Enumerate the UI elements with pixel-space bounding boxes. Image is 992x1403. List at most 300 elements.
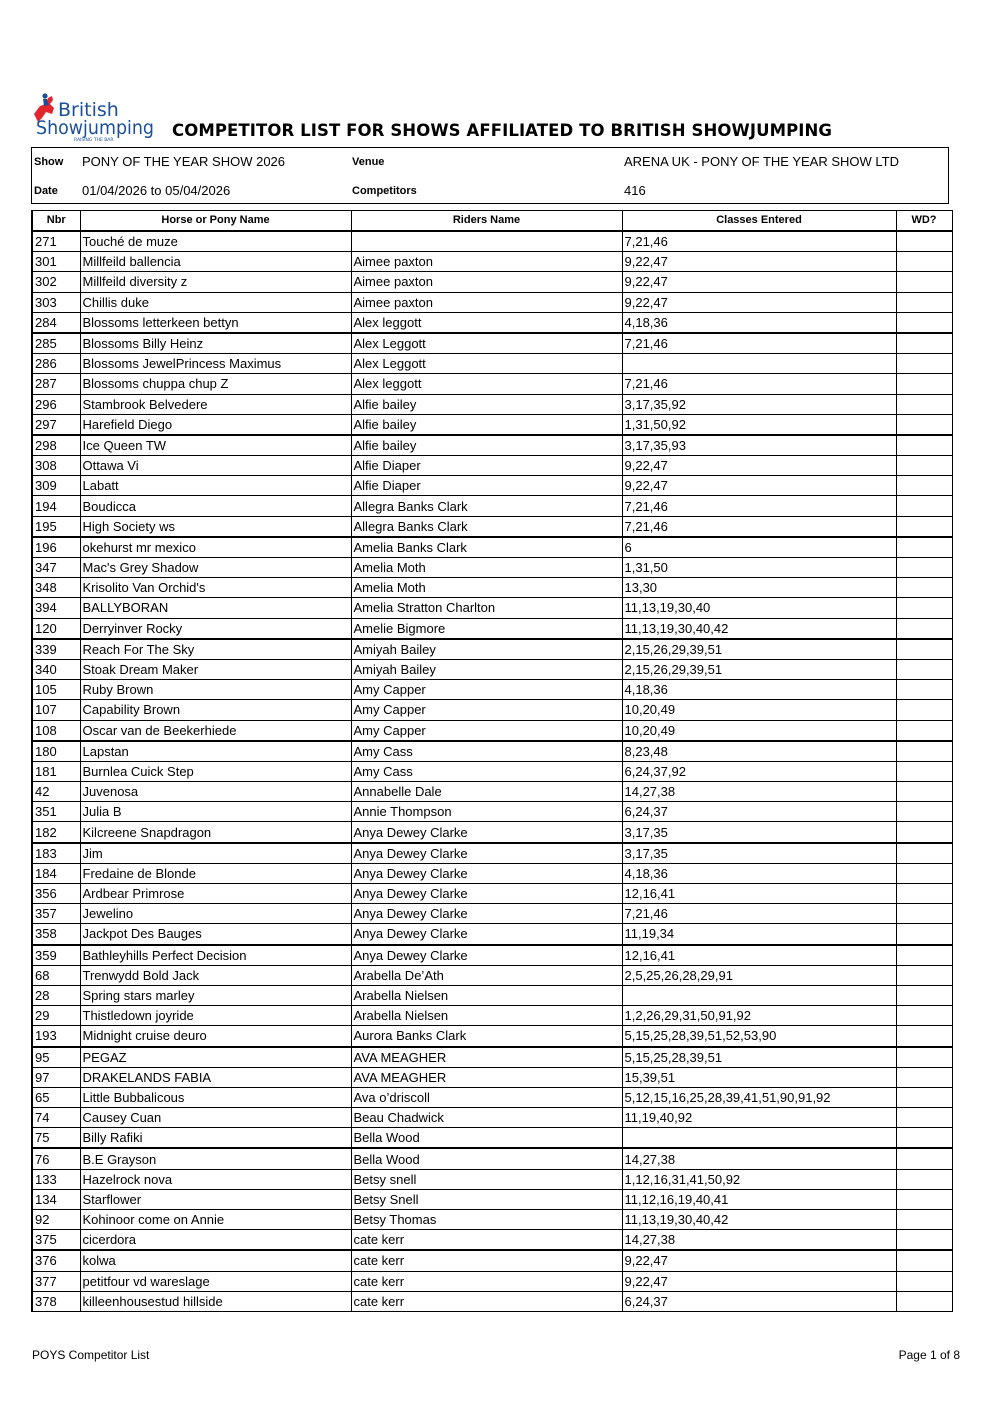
table-row bbox=[32, 414, 952, 435]
cell-rider-name: Amelia Moth bbox=[351, 578, 622, 598]
cell-rider-name: Amelia Moth bbox=[351, 558, 622, 578]
cell-classes: 11,13,19,30,40,42 bbox=[622, 1210, 896, 1230]
cell-classes: 9,22,47 bbox=[622, 1271, 896, 1291]
col-header-nbr: Nbr bbox=[32, 211, 80, 232]
cell-horse-name: BALLYBORAN bbox=[80, 598, 351, 618]
cell-horse-name: Burnlea Cuick Step bbox=[80, 761, 351, 781]
cell-withdrawn bbox=[896, 904, 952, 924]
cell-classes: 1,31,50 bbox=[622, 558, 896, 578]
cell-nbr: 377 bbox=[32, 1271, 80, 1291]
table-body bbox=[32, 231, 952, 1311]
cell-rider-name: Allegra Banks Clark bbox=[351, 516, 622, 537]
cell-horse-name: Millfeild ballencia bbox=[80, 252, 351, 272]
cell-horse-name: Chillis duke bbox=[80, 292, 351, 312]
cell-horse-name: Blossoms letterkeen bettyn bbox=[80, 312, 351, 333]
cell-nbr: 376 bbox=[32, 1250, 80, 1271]
cell-rider-name: AVA MEAGHER bbox=[351, 1067, 622, 1087]
cell-rider-name: Alex leggott bbox=[351, 312, 622, 333]
cell-nbr: 356 bbox=[32, 884, 80, 904]
cell-withdrawn bbox=[896, 680, 952, 700]
table-row bbox=[32, 618, 952, 639]
cell-classes: 3,17,35,92 bbox=[622, 394, 896, 414]
cell-rider-name: Betsy Snell bbox=[351, 1189, 622, 1209]
cell-rider-name: Anya Dewey Clarke bbox=[351, 884, 622, 904]
cell-withdrawn bbox=[896, 435, 952, 456]
cell-nbr: 75 bbox=[32, 1128, 80, 1149]
table-row bbox=[32, 1067, 952, 1087]
cell-rider-name: Alex Leggott bbox=[351, 333, 622, 354]
table-row bbox=[32, 516, 952, 537]
table-row bbox=[32, 231, 952, 252]
cell-classes: 3,17,35 bbox=[622, 843, 896, 864]
cell-nbr: 29 bbox=[32, 1006, 80, 1026]
cell-nbr: 303 bbox=[32, 292, 80, 312]
cell-rider-name: Allegra Banks Clark bbox=[351, 496, 622, 516]
cell-classes: 11,12,16,19,40,41 bbox=[622, 1189, 896, 1209]
cell-withdrawn bbox=[896, 863, 952, 883]
show-info-box bbox=[31, 147, 949, 204]
table-row bbox=[32, 700, 952, 720]
cell-nbr: 394 bbox=[32, 598, 80, 618]
cell-horse-name: Juvenosa bbox=[80, 782, 351, 802]
table-row bbox=[32, 1230, 952, 1251]
cell-classes: 6,24,37 bbox=[622, 802, 896, 822]
cell-withdrawn bbox=[896, 558, 952, 578]
cell-rider-name: cate kerr bbox=[351, 1250, 622, 1271]
cell-rider-name: Amelia Banks Clark bbox=[351, 537, 622, 558]
table-row bbox=[32, 843, 952, 864]
cell-withdrawn bbox=[896, 1169, 952, 1189]
table-row bbox=[32, 1128, 952, 1149]
cell-withdrawn bbox=[896, 741, 952, 762]
cell-withdrawn bbox=[896, 884, 952, 904]
cell-rider-name: Anya Dewey Clarke bbox=[351, 863, 622, 883]
cell-classes: 8,23,48 bbox=[622, 741, 896, 762]
cell-withdrawn bbox=[896, 598, 952, 618]
cell-classes: 7,21,46 bbox=[622, 333, 896, 354]
cell-rider-name: Amy Capper bbox=[351, 720, 622, 741]
cell-classes: 9,22,47 bbox=[622, 476, 896, 496]
cell-classes: 11,19,34 bbox=[622, 924, 896, 945]
cell-horse-name: Ruby Brown bbox=[80, 680, 351, 700]
cell-classes: 15,39,51 bbox=[622, 1067, 896, 1087]
cell-classes: 7,21,46 bbox=[622, 374, 896, 394]
table-row bbox=[32, 598, 952, 618]
cell-rider-name: Alfie bailey bbox=[351, 394, 622, 414]
cell-rider-name: Amelie Bigmore bbox=[351, 618, 622, 639]
cell-nbr: 183 bbox=[32, 843, 80, 864]
cell-horse-name: Julia B bbox=[80, 802, 351, 822]
table-row bbox=[32, 802, 952, 822]
cell-nbr: 28 bbox=[32, 985, 80, 1005]
cell-nbr: 287 bbox=[32, 374, 80, 394]
cell-classes: 2,15,26,29,39,51 bbox=[622, 659, 896, 679]
competitors-value: 416 bbox=[624, 183, 646, 198]
venue-value: ARENA UK - PONY OF THE YEAR SHOW LTD bbox=[624, 154, 899, 169]
cell-classes: 7,21,46 bbox=[622, 496, 896, 516]
cell-nbr: 302 bbox=[32, 272, 80, 292]
cell-rider-name: cate kerr bbox=[351, 1291, 622, 1311]
cell-horse-name: okehurst mr mexico bbox=[80, 537, 351, 558]
table-row bbox=[32, 476, 952, 496]
table-row bbox=[32, 1006, 952, 1026]
cell-classes: 2,15,26,29,39,51 bbox=[622, 639, 896, 660]
cell-classes: 11,13,19,30,40 bbox=[622, 598, 896, 618]
cell-nbr: 378 bbox=[32, 1291, 80, 1311]
cell-horse-name: Kohinoor come on Annie bbox=[80, 1210, 351, 1230]
table-row bbox=[32, 558, 952, 578]
cell-nbr: 339 bbox=[32, 639, 80, 660]
cell-nbr: 348 bbox=[32, 578, 80, 598]
cell-horse-name: killeenhousestud hillside bbox=[80, 1291, 351, 1311]
cell-nbr: 309 bbox=[32, 476, 80, 496]
cell-classes: 6,24,37,92 bbox=[622, 761, 896, 781]
cell-classes: 2,5,25,26,28,29,91 bbox=[622, 965, 896, 985]
cell-rider-name: AVA MEAGHER bbox=[351, 1047, 622, 1068]
cell-rider-name: Amiyah Bailey bbox=[351, 659, 622, 679]
cell-withdrawn bbox=[896, 333, 952, 354]
cell-horse-name: cicerdora bbox=[80, 1230, 351, 1251]
cell-nbr: 134 bbox=[32, 1189, 80, 1209]
table-row bbox=[32, 741, 952, 762]
cell-horse-name: DRAKELANDS FABIA bbox=[80, 1067, 351, 1087]
cell-rider-name: Aimee paxton bbox=[351, 272, 622, 292]
cell-rider-name: Anya Dewey Clarke bbox=[351, 945, 622, 966]
cell-withdrawn bbox=[896, 965, 952, 985]
cell-withdrawn bbox=[896, 414, 952, 435]
cell-rider-name: Alex Leggott bbox=[351, 354, 622, 374]
cell-nbr: 42 bbox=[32, 782, 80, 802]
cell-nbr: 286 bbox=[32, 354, 80, 374]
table-row bbox=[32, 924, 952, 945]
cell-horse-name: Causey Cuan bbox=[80, 1108, 351, 1128]
table-row bbox=[32, 782, 952, 802]
col-header-classes: Classes Entered bbox=[622, 211, 896, 232]
cell-nbr: 308 bbox=[32, 456, 80, 476]
cell-nbr: 298 bbox=[32, 435, 80, 456]
cell-withdrawn bbox=[896, 924, 952, 945]
table-row bbox=[32, 904, 952, 924]
cell-horse-name: Starflower bbox=[80, 1189, 351, 1209]
cell-withdrawn bbox=[896, 354, 952, 374]
cell-horse-name: Bathleyhills Perfect Decision bbox=[80, 945, 351, 966]
cell-nbr: 107 bbox=[32, 700, 80, 720]
cell-nbr: 68 bbox=[32, 965, 80, 985]
table-row bbox=[32, 435, 952, 456]
cell-nbr: 301 bbox=[32, 252, 80, 272]
cell-horse-name: Labatt bbox=[80, 476, 351, 496]
cell-horse-name: PEGAZ bbox=[80, 1047, 351, 1068]
cell-horse-name: petitfour vd wareslage bbox=[80, 1271, 351, 1291]
cell-withdrawn bbox=[896, 761, 952, 781]
cell-nbr: 193 bbox=[32, 1026, 80, 1047]
cell-rider-name: Amy Cass bbox=[351, 741, 622, 762]
cell-classes: 7,21,46 bbox=[622, 904, 896, 924]
cell-nbr: 76 bbox=[32, 1148, 80, 1169]
cell-nbr: 358 bbox=[32, 924, 80, 945]
table-row bbox=[32, 965, 952, 985]
cell-withdrawn bbox=[896, 1006, 952, 1026]
cell-withdrawn bbox=[896, 618, 952, 639]
cell-withdrawn bbox=[896, 456, 952, 476]
cell-horse-name: Midnight cruise deuro bbox=[80, 1026, 351, 1047]
table-row bbox=[32, 680, 952, 700]
cell-horse-name: Oscar van de Beekerhiede bbox=[80, 720, 351, 741]
cell-horse-name: Derryinver Rocky bbox=[80, 618, 351, 639]
cell-horse-name: Ottawa Vi bbox=[80, 456, 351, 476]
cell-rider-name: cate kerr bbox=[351, 1230, 622, 1251]
date-value: 01/04/2026 to 05/04/2026 bbox=[82, 183, 231, 198]
cell-nbr: 340 bbox=[32, 659, 80, 679]
table-row bbox=[32, 1087, 952, 1107]
venue-label: Venue bbox=[352, 156, 385, 168]
cell-withdrawn bbox=[896, 272, 952, 292]
cell-withdrawn bbox=[896, 394, 952, 414]
cell-rider-name: Ava o’driscoll bbox=[351, 1087, 622, 1107]
cell-withdrawn bbox=[896, 1189, 952, 1209]
cell-nbr: 375 bbox=[32, 1230, 80, 1251]
cell-withdrawn bbox=[896, 1148, 952, 1169]
cell-nbr: 180 bbox=[32, 741, 80, 762]
table-row bbox=[32, 374, 952, 394]
cell-withdrawn bbox=[896, 782, 952, 802]
cell-classes: 6,24,37 bbox=[622, 1291, 896, 1311]
table-row bbox=[32, 720, 952, 741]
cell-nbr: 284 bbox=[32, 312, 80, 333]
cell-rider-name: Annie Thompson bbox=[351, 802, 622, 822]
cell-nbr: 196 bbox=[32, 537, 80, 558]
table-row bbox=[32, 1291, 952, 1311]
cell-withdrawn bbox=[896, 374, 952, 394]
cell-withdrawn bbox=[896, 1128, 952, 1149]
cell-rider-name: Aurora Banks Clark bbox=[351, 1026, 622, 1047]
cell-withdrawn bbox=[896, 700, 952, 720]
cell-horse-name: Blossoms chuppa chup Z bbox=[80, 374, 351, 394]
table-row bbox=[32, 985, 952, 1005]
cell-classes: 7,21,46 bbox=[622, 516, 896, 537]
cell-nbr: 285 bbox=[32, 333, 80, 354]
table-header-row bbox=[32, 211, 952, 232]
cell-horse-name: Little Bubbalicous bbox=[80, 1087, 351, 1107]
cell-classes: 14,27,38 bbox=[622, 1230, 896, 1251]
page-title: COMPETITOR LIST FOR SHOWS AFFILIATED TO BRITISH SHOWJUMPING bbox=[172, 121, 833, 140]
cell-rider-name: Alfie bailey bbox=[351, 414, 622, 435]
cell-classes: 1,31,50,92 bbox=[622, 414, 896, 435]
cell-rider-name: Anya Dewey Clarke bbox=[351, 822, 622, 843]
table-row bbox=[32, 884, 952, 904]
cell-nbr: 357 bbox=[32, 904, 80, 924]
table-row bbox=[32, 639, 952, 660]
cell-classes: 10,20,49 bbox=[622, 700, 896, 720]
cell-nbr: 271 bbox=[32, 231, 80, 252]
cell-classes: 3,17,35,93 bbox=[622, 435, 896, 456]
table-row bbox=[32, 456, 952, 476]
table-row bbox=[32, 354, 952, 374]
cell-nbr: 120 bbox=[32, 618, 80, 639]
table-row bbox=[32, 863, 952, 883]
cell-horse-name: Spring stars marley bbox=[80, 985, 351, 1005]
cell-withdrawn bbox=[896, 1291, 952, 1311]
cell-horse-name: Thistledown joyride bbox=[80, 1006, 351, 1026]
cell-horse-name: Stoak Dream Maker bbox=[80, 659, 351, 679]
logo-line2: Showjumping bbox=[36, 117, 154, 139]
cell-horse-name: Millfeild diversity z bbox=[80, 272, 351, 292]
cell-nbr: 108 bbox=[32, 720, 80, 741]
cell-withdrawn bbox=[896, 639, 952, 660]
cell-withdrawn bbox=[896, 1210, 952, 1230]
cell-horse-name: Lapstan bbox=[80, 741, 351, 762]
cell-withdrawn bbox=[896, 659, 952, 679]
cell-withdrawn bbox=[896, 476, 952, 496]
cell-rider-name: Amy Capper bbox=[351, 680, 622, 700]
cell-nbr: 92 bbox=[32, 1210, 80, 1230]
cell-withdrawn bbox=[896, 802, 952, 822]
cell-rider-name: Arabella Nielsen bbox=[351, 985, 622, 1005]
cell-nbr: 181 bbox=[32, 761, 80, 781]
table-row bbox=[32, 1108, 952, 1128]
cell-rider-name: Amy Cass bbox=[351, 761, 622, 781]
cell-classes: 9,22,47 bbox=[622, 456, 896, 476]
british-showjumping-logo bbox=[30, 92, 158, 142]
col-header-wd: WD? bbox=[896, 211, 952, 232]
cell-nbr: 347 bbox=[32, 558, 80, 578]
cell-horse-name: Reach For The Sky bbox=[80, 639, 351, 660]
cell-nbr: 351 bbox=[32, 802, 80, 822]
cell-classes: 5,15,25,28,39,51,52,53,90 bbox=[622, 1026, 896, 1047]
cell-withdrawn bbox=[896, 1108, 952, 1128]
cell-nbr: 184 bbox=[32, 863, 80, 883]
table-row bbox=[32, 1189, 952, 1209]
cell-rider-name: Amiyah Bailey bbox=[351, 639, 622, 660]
table-row bbox=[32, 945, 952, 966]
cell-withdrawn bbox=[896, 1087, 952, 1107]
cell-classes: 12,16,41 bbox=[622, 884, 896, 904]
cell-rider-name: Aimee paxton bbox=[351, 292, 622, 312]
cell-horse-name: Trenwydd Bold Jack bbox=[80, 965, 351, 985]
table-row bbox=[32, 1047, 952, 1068]
logo-line1: British bbox=[58, 99, 119, 121]
cell-withdrawn bbox=[896, 985, 952, 1005]
cell-rider-name: Beau Chadwick bbox=[351, 1108, 622, 1128]
cell-horse-name: Blossoms Billy Heinz bbox=[80, 333, 351, 354]
cell-withdrawn bbox=[896, 1271, 952, 1291]
cell-horse-name: Billy Rafiki bbox=[80, 1128, 351, 1149]
table-row bbox=[32, 252, 952, 272]
cell-classes: 12,16,41 bbox=[622, 945, 896, 966]
cell-rider-name: Alex leggott bbox=[351, 374, 622, 394]
cell-classes: 9,22,47 bbox=[622, 272, 896, 292]
show-value: PONY OF THE YEAR SHOW 2026 bbox=[82, 154, 286, 169]
cell-rider-name: Annabelle Dale bbox=[351, 782, 622, 802]
cell-classes: 9,22,47 bbox=[622, 292, 896, 312]
cell-rider-name: Betsy snell bbox=[351, 1169, 622, 1189]
table-row bbox=[32, 1026, 952, 1047]
cell-withdrawn bbox=[896, 720, 952, 741]
cell-withdrawn bbox=[896, 516, 952, 537]
table-row bbox=[32, 272, 952, 292]
cell-rider-name: Arabella De’Ath bbox=[351, 965, 622, 985]
cell-classes: 9,22,47 bbox=[622, 252, 896, 272]
cell-nbr: 296 bbox=[32, 394, 80, 414]
table-row bbox=[32, 761, 952, 781]
cell-withdrawn bbox=[896, 292, 952, 312]
cell-horse-name: B.E Grayson bbox=[80, 1148, 351, 1169]
cell-rider-name: Amelia Stratton Charlton bbox=[351, 598, 622, 618]
cell-horse-name: Blossoms JewelPrincess Maximus bbox=[80, 354, 351, 374]
cell-classes: 7,21,46 bbox=[622, 231, 896, 252]
table-row bbox=[32, 312, 952, 333]
table-row bbox=[32, 1250, 952, 1271]
cell-rider-name: Alfie Diaper bbox=[351, 476, 622, 496]
cell-horse-name: Jackpot Des Bauges bbox=[80, 924, 351, 945]
competitor-table bbox=[31, 210, 953, 1312]
cell-rider-name: Betsy Thomas bbox=[351, 1210, 622, 1230]
date-label: Date bbox=[34, 185, 58, 197]
cell-rider-name: Alfie bailey bbox=[351, 435, 622, 456]
cell-classes: 10,20,49 bbox=[622, 720, 896, 741]
cell-nbr: 359 bbox=[32, 945, 80, 966]
footer-document-name: POYS Competitor List bbox=[32, 1348, 150, 1362]
cell-classes: 14,27,38 bbox=[622, 1148, 896, 1169]
cell-classes: 14,27,38 bbox=[622, 782, 896, 802]
cell-withdrawn bbox=[896, 843, 952, 864]
cell-horse-name: Stambrook Belvedere bbox=[80, 394, 351, 414]
cell-classes: 4,18,36 bbox=[622, 863, 896, 883]
cell-withdrawn bbox=[896, 1026, 952, 1047]
cell-rider-name: Anya Dewey Clarke bbox=[351, 924, 622, 945]
cell-withdrawn bbox=[896, 578, 952, 598]
cell-nbr: 74 bbox=[32, 1108, 80, 1128]
cell-rider-name: Alfie Diaper bbox=[351, 456, 622, 476]
cell-rider-name: Bella Wood bbox=[351, 1148, 622, 1169]
cell-classes: 1,2,26,29,31,50,91,92 bbox=[622, 1006, 896, 1026]
table-row bbox=[32, 1271, 952, 1291]
cell-classes: 4,18,36 bbox=[622, 312, 896, 333]
cell-withdrawn bbox=[896, 312, 952, 333]
cell-withdrawn bbox=[896, 1047, 952, 1068]
cell-classes: 3,17,35 bbox=[622, 822, 896, 843]
cell-classes: 1,12,16,31,41,50,92 bbox=[622, 1169, 896, 1189]
table-row bbox=[32, 292, 952, 312]
cell-horse-name: Boudicca bbox=[80, 496, 351, 516]
cell-rider-name: Bella Wood bbox=[351, 1128, 622, 1149]
cell-horse-name: Ardbear Primrose bbox=[80, 884, 351, 904]
cell-horse-name: Capability Brown bbox=[80, 700, 351, 720]
cell-withdrawn bbox=[896, 1250, 952, 1271]
cell-horse-name: Ice Queen TW bbox=[80, 435, 351, 456]
cell-horse-name: High Society ws bbox=[80, 516, 351, 537]
cell-withdrawn bbox=[896, 537, 952, 558]
cell-nbr: 105 bbox=[32, 680, 80, 700]
competitors-label: Competitors bbox=[352, 185, 417, 197]
cell-nbr: 182 bbox=[32, 822, 80, 843]
cell-classes: 13,30 bbox=[622, 578, 896, 598]
cell-nbr: 133 bbox=[32, 1169, 80, 1189]
cell-classes: 4,18,36 bbox=[622, 680, 896, 700]
cell-horse-name: Kilcreene Snapdragon bbox=[80, 822, 351, 843]
cell-classes: 5,15,25,28,39,51 bbox=[622, 1047, 896, 1068]
cell-classes: 9,22,47 bbox=[622, 1250, 896, 1271]
cell-nbr: 195 bbox=[32, 516, 80, 537]
col-header-horse: Horse or Pony Name bbox=[80, 211, 351, 232]
cell-horse-name: Jim bbox=[80, 843, 351, 864]
table-row bbox=[32, 496, 952, 516]
cell-withdrawn bbox=[896, 945, 952, 966]
table-row bbox=[32, 659, 952, 679]
cell-horse-name: Touché de muze bbox=[80, 231, 351, 252]
cell-rider-name: Anya Dewey Clarke bbox=[351, 843, 622, 864]
cell-withdrawn bbox=[896, 496, 952, 516]
